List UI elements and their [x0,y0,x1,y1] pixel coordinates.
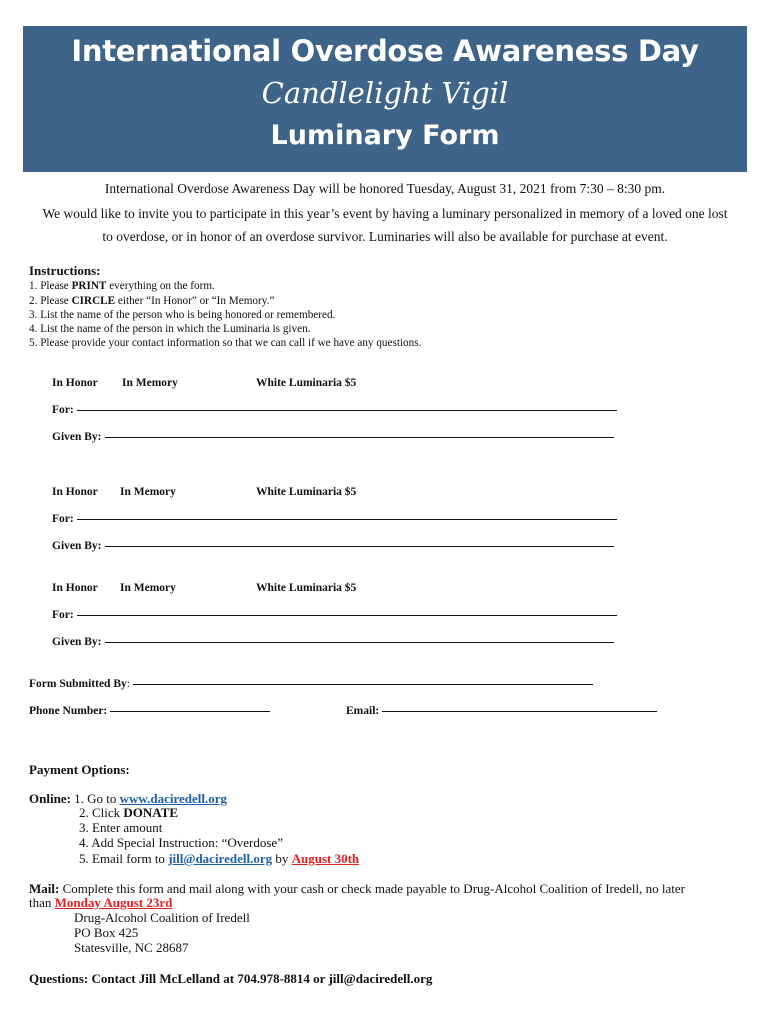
email-field[interactable]: Email: [346,705,657,717]
instruction-item: 2. Please CIRCLE either “In Honor” or “In Memory.” [29,295,275,307]
event-subtitle: Candlelight Vigil [261,76,509,110]
online-deadline: August 30th [291,851,360,866]
online-step-5: 5. Email form to jill@daciredell.org by August 30th [79,851,360,866]
given-by-field[interactable]: Given By: [52,636,614,648]
email-link[interactable]: jill@daciredell.org [168,851,273,866]
mail-address-line: Drug-Alcohol Coalition of Iredell [74,910,250,925]
mail-address-line: PO Box 425 [74,925,139,940]
payment-heading: Payment Options: [29,762,130,777]
online-step-4: 4. Add Special Instruction: “Overdose” [79,835,283,850]
in-memory-option[interactable]: In Memory [120,486,176,498]
intro-line-3: to overdose, or in honor of an overdose survivor. Luminaries will also be available for purchase at event. [102,229,668,244]
instruction-item: 1. Please PRINT everything on the form. [29,280,215,292]
mail-deadline: Monday August 23rd [54,895,173,910]
for-field[interactable]: For: [52,609,617,621]
mail-deadline-line: than Monday August 23rd [29,895,173,910]
instruction-item: 4. List the name of the person in which the Luminaria is given. [29,323,311,335]
in-honor-option[interactable]: In Honor [52,377,98,389]
in-memory-option[interactable]: In Memory [120,582,176,594]
given-by-field[interactable]: Given By: [52,431,614,443]
luminaria-type: White Luminaria $5 [256,486,357,498]
in-memory-option[interactable]: In Memory [122,377,178,389]
in-honor-option[interactable]: In Honor [52,582,98,594]
given-by-field[interactable]: Given By: [52,540,614,552]
intro-line-2: We would like to invite you to participate in this year’s event by having a luminary personalized in memory of a loved one lost [42,206,728,221]
for-field[interactable]: For: [52,404,617,416]
mail-address-line: Statesville, NC 28687 [74,940,189,955]
online-step-3: 3. Enter amount [79,820,163,835]
luminaria-type: White Luminaria $5 [256,582,357,594]
header-banner [23,26,747,172]
instructions-heading: Instructions: [29,263,101,278]
form-submitted-by-field[interactable]: Form Submitted By: [29,678,593,690]
form-title: Luminary Form [270,120,500,151]
for-field[interactable]: For: [52,513,617,525]
instruction-item: 5. Please provide your contact information so that we can call if we have any questions. [29,337,422,349]
intro-line-1: International Overdose Awareness Day will be honored Tuesday, August 31, 2021 from 7:30 – 8:30 pm. [104,181,666,196]
online-step-1: Online: 1. Go to www.daciredell.org [29,791,228,806]
event-title: International Overdose Awareness Day [71,34,699,68]
in-honor-option[interactable]: In Honor [52,486,98,498]
website-link[interactable]: www.daciredell.org [119,791,228,806]
luminaria-type: White Luminaria $5 [256,377,357,389]
phone-number-field[interactable]: Phone Number: [29,705,270,717]
questions-contact: Questions: Contact Jill McLelland at 704.978-8814 or jill@daciredell.org [29,971,433,986]
mail-instructions: Mail: Complete this form and mail along with your cash or check made payable to Drug-Alcohol Coalition of Iredell, no later [29,881,685,896]
online-step-2: 2. Click DONATE [79,805,179,820]
instruction-item: 3. List the name of the person who is being honored or remembered. [29,309,336,321]
